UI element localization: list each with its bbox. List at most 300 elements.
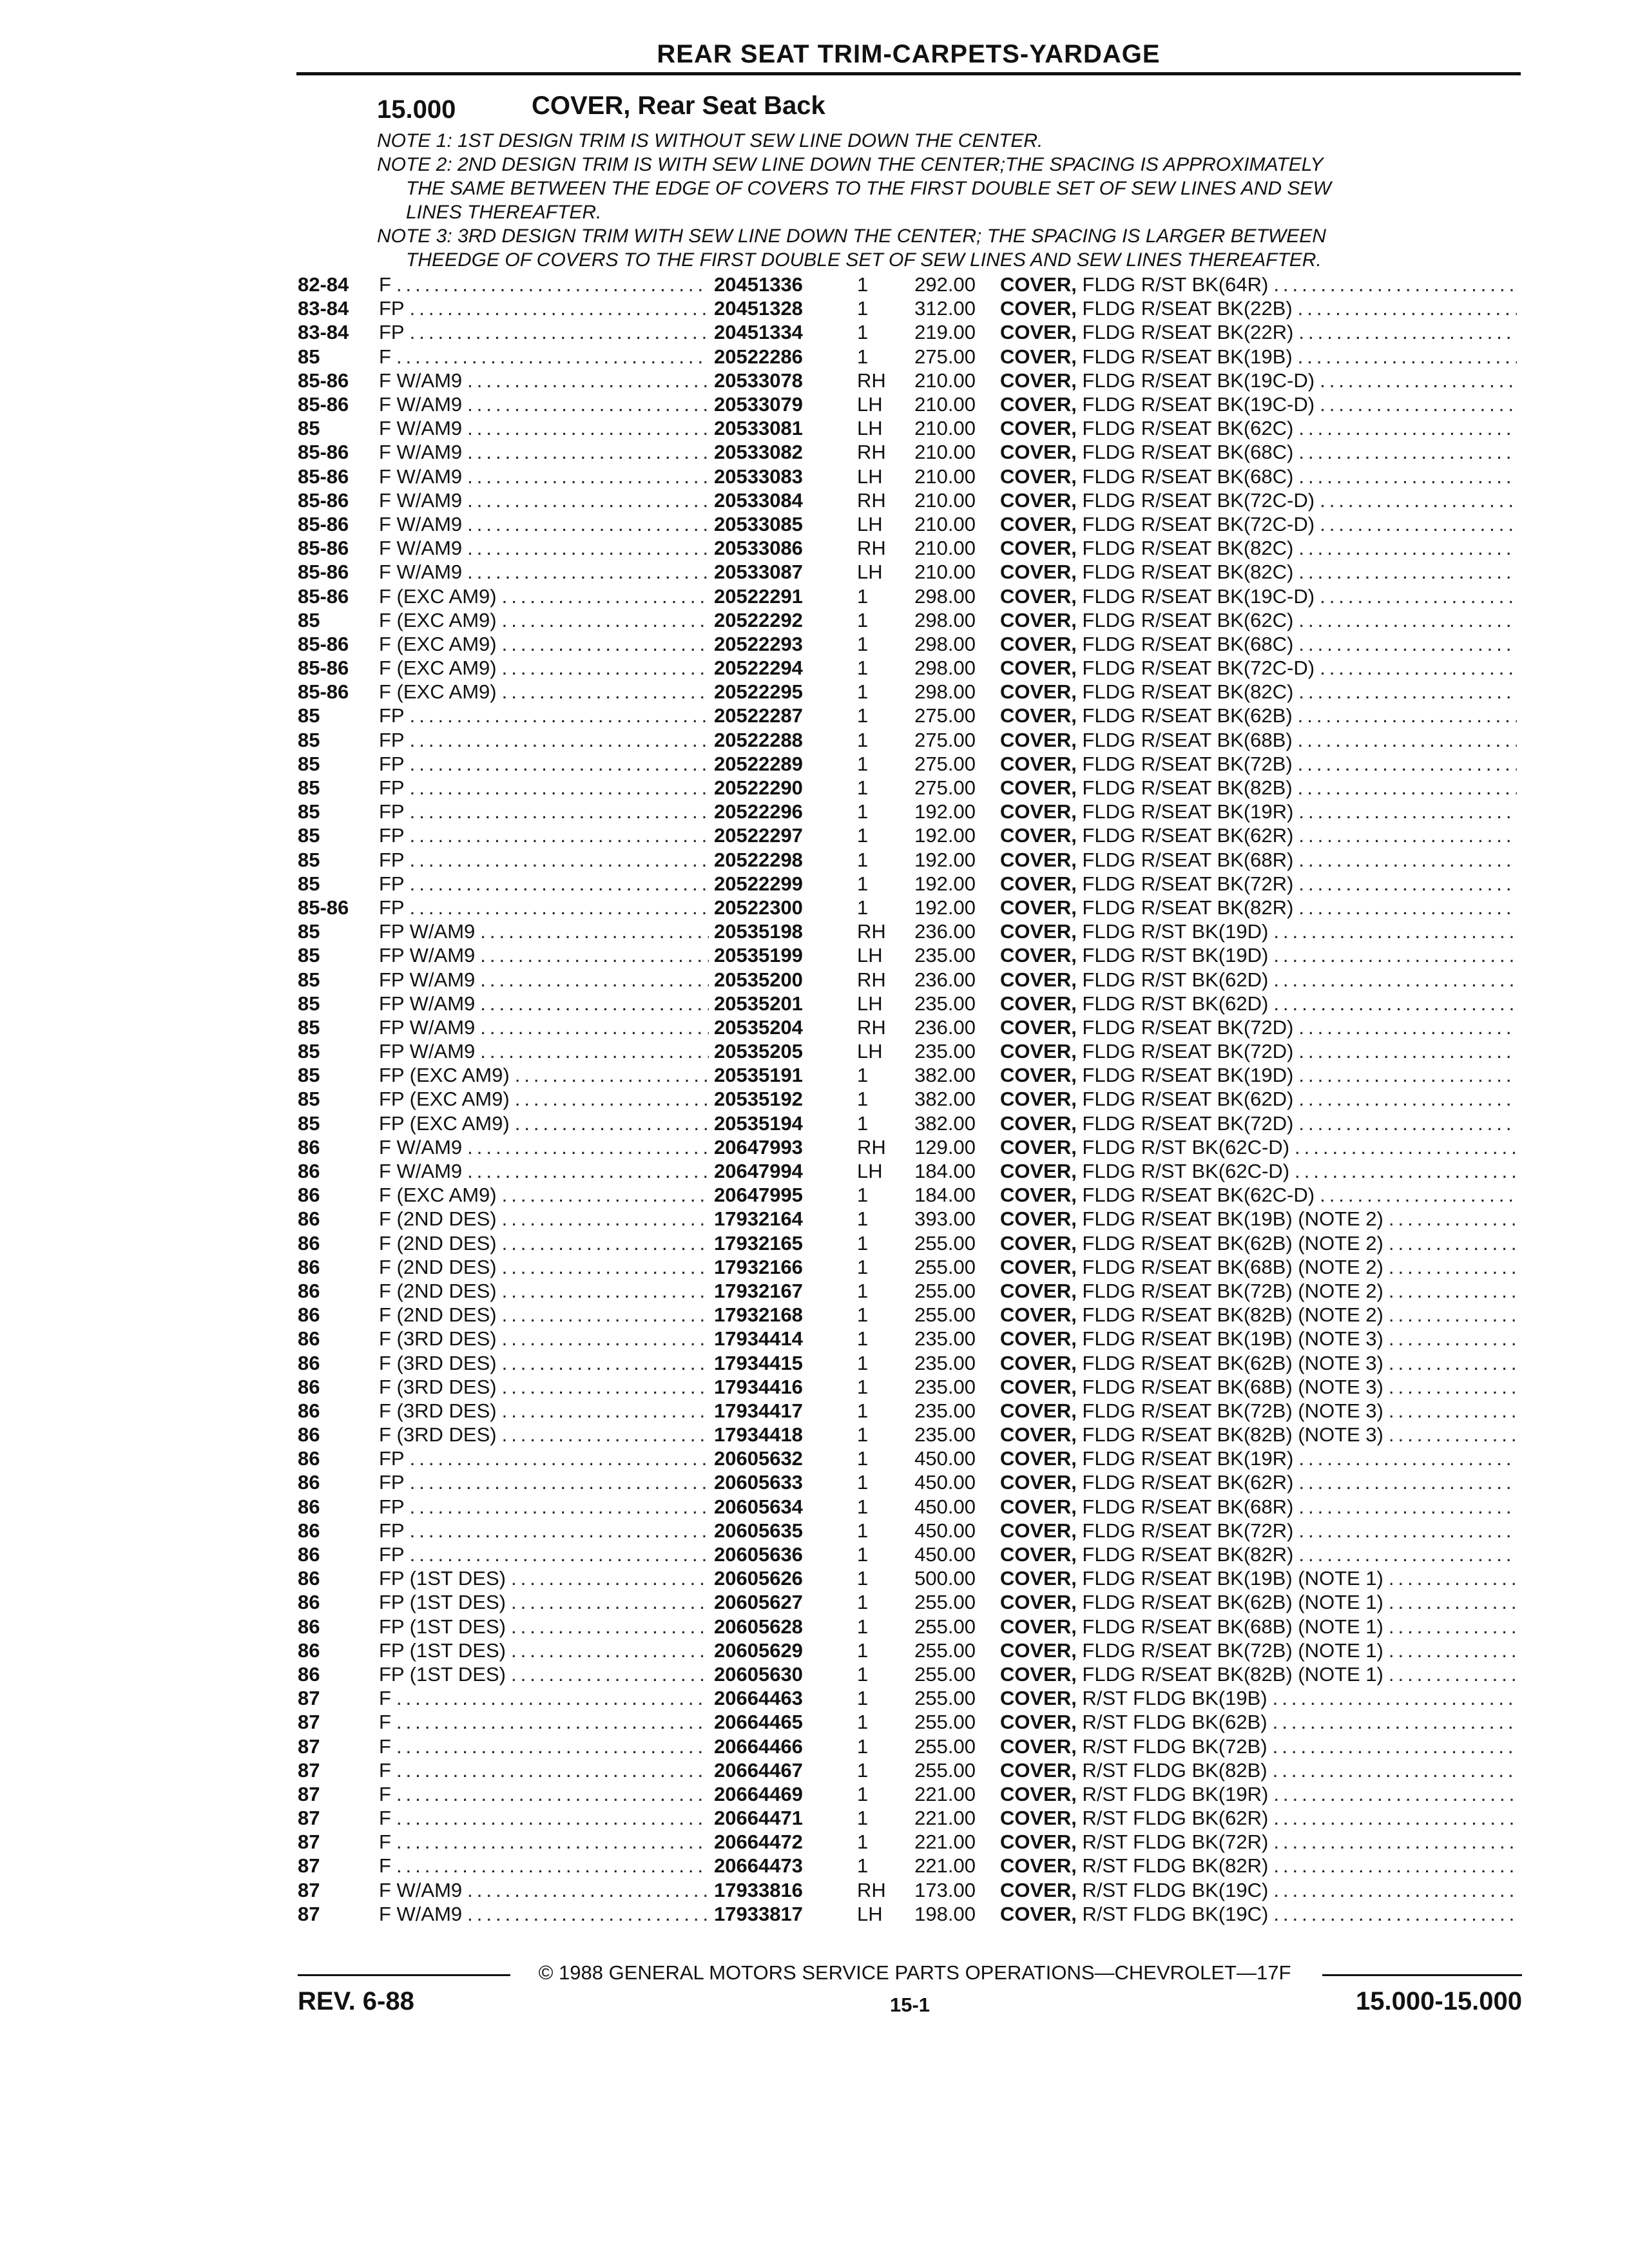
quantity-cell: 1 [857, 1807, 869, 1830]
section-range: 15.000-15.000 [1355, 1987, 1522, 2015]
part-number-cell: 20451328 [714, 297, 803, 320]
price-cell: 221.00 [914, 1854, 976, 1878]
description-keyword: COVER, [1000, 1375, 1077, 1398]
dot-leader [1298, 728, 1517, 752]
description-cell [1000, 1303, 1522, 1327]
model-year-cell: 85 [298, 944, 320, 967]
description-cell [1000, 512, 1522, 536]
price-cell: 221.00 [914, 1807, 976, 1830]
description-text: FLDG R/SEAT BK(68B) (NOTE 2) [1082, 1255, 1383, 1278]
quantity-cell: 1 [857, 657, 869, 680]
price-cell: 235.00 [914, 992, 976, 1015]
dot-leader [480, 1015, 709, 1039]
model-year-cell: 85 [298, 992, 320, 1015]
dot-leader [1389, 1327, 1517, 1350]
model-year-cell: 85 [298, 872, 320, 895]
model-cell [379, 1902, 714, 1926]
description-cell [1000, 728, 1522, 752]
model-label: F (2ND DES) [379, 1279, 497, 1302]
description-text: FLDG R/SEAT BK(72C-D) [1082, 512, 1315, 535]
description-cell [1000, 1830, 1522, 1854]
dot-leader [1298, 1015, 1517, 1039]
description-keyword: COVER, [1000, 1064, 1077, 1087]
price-cell: 221.00 [914, 1831, 976, 1854]
model-year-cell: 86 [298, 1543, 320, 1566]
model-cell [379, 1590, 714, 1614]
model-cell [379, 656, 714, 680]
description-keyword: COVER, [1000, 321, 1077, 344]
model-label: FP (EXC AM9) [379, 1111, 510, 1135]
price-cell: 192.00 [914, 896, 976, 919]
model-label: FP (1ST DES) [379, 1615, 506, 1638]
model-cell [379, 536, 714, 560]
model-label: FP (1ST DES) [379, 1591, 506, 1614]
quantity-cell: 1 [857, 345, 869, 368]
table-row [298, 680, 1522, 704]
description-keyword: COVER, [1000, 297, 1077, 320]
dot-leader [1273, 1686, 1517, 1710]
table-row [298, 1207, 1522, 1231]
part-number-cell: 20605629 [714, 1639, 803, 1662]
quantity-cell: 1 [857, 1375, 869, 1398]
part-number-cell: 20535199 [714, 944, 803, 967]
model-label: F (2ND DES) [379, 1231, 497, 1254]
description-cell [1000, 1350, 1522, 1374]
quantity-cell: 1 [857, 1687, 869, 1710]
quantity-cell: LH [857, 1160, 883, 1183]
price-cell: 210.00 [914, 512, 976, 535]
model-label: F (2ND DES) [379, 1207, 497, 1231]
description-cell [1000, 1063, 1522, 1087]
model-cell [379, 1686, 714, 1710]
model-label: FP [379, 824, 405, 847]
description-cell [1000, 1111, 1522, 1135]
model-cell [379, 1519, 714, 1542]
table-row [298, 488, 1522, 512]
model-year-cell: 85 [298, 920, 320, 943]
price-cell: 255.00 [914, 1711, 976, 1734]
model-year-cell: 85-86 [298, 512, 349, 535]
description-cell [1000, 943, 1522, 967]
description-cell [1000, 992, 1522, 1015]
price-cell: 192.00 [914, 800, 976, 823]
page-footer [298, 1959, 1522, 2049]
description-text: FLDG R/SEAT BK(82R) [1082, 896, 1294, 919]
description-cell [1000, 632, 1522, 656]
quantity-cell: 1 [857, 776, 869, 800]
model-year-cell: 86 [298, 1351, 320, 1374]
quantity-cell: 1 [857, 1447, 869, 1470]
description-text: FLDG R/SEAT BK(72B) [1082, 752, 1293, 775]
description-cell [1000, 1566, 1522, 1590]
dot-leader [1273, 968, 1517, 992]
price-cell: 184.00 [914, 1184, 976, 1207]
dot-leader [1273, 1758, 1517, 1782]
parts-table [298, 273, 1522, 1926]
quantity-cell: RH [857, 1015, 886, 1039]
model-label: F [379, 1758, 391, 1782]
quantity-cell: LH [857, 1040, 883, 1063]
description-keyword: COVER, [1000, 632, 1077, 655]
price-cell: 298.00 [914, 584, 976, 608]
description-text: FLDG R/ST BK(62D) [1082, 968, 1269, 991]
quantity-cell: 1 [857, 1279, 869, 1302]
price-cell: 192.00 [914, 872, 976, 895]
model-year-cell: 85-86 [298, 896, 349, 919]
model-cell [379, 1063, 714, 1087]
model-label: FP W/AM9 [379, 1015, 476, 1039]
description-text: FLDG R/SEAT BK(62C) [1082, 417, 1294, 440]
quantity-cell: RH [857, 1135, 886, 1158]
quantity-cell: 1 [857, 1184, 869, 1207]
dot-leader [410, 776, 709, 800]
description-text: FLDG R/SEAT BK(68C) [1082, 441, 1294, 464]
dot-leader [410, 704, 709, 727]
description-keyword: COVER, [1000, 1207, 1077, 1231]
description-keyword: COVER, [1000, 1519, 1077, 1542]
table-row [298, 1734, 1522, 1758]
model-year-cell: 86 [298, 1399, 320, 1422]
model-label: FP [379, 752, 405, 775]
quantity-cell: 1 [857, 704, 869, 727]
part-number-cell: 20664471 [714, 1807, 803, 1830]
description-text: FLDG R/SEAT BK(19D) [1082, 1064, 1294, 1087]
dot-leader [502, 1423, 709, 1446]
description-keyword: COVER, [1000, 393, 1077, 416]
part-number-cell: 20535192 [714, 1088, 803, 1111]
description-keyword: COVER, [1000, 369, 1077, 392]
description-cell [1000, 1854, 1522, 1878]
description-cell [1000, 1135, 1522, 1159]
description-keyword: COVER, [1000, 1878, 1077, 1901]
dot-leader [1298, 1039, 1517, 1063]
description-text: R/ST FLDG BK(19C) [1082, 1878, 1269, 1901]
price-cell: 129.00 [914, 1135, 976, 1158]
model-year-cell: 87 [298, 1902, 320, 1925]
model-cell [379, 1207, 714, 1231]
model-label: FP [379, 1471, 405, 1494]
model-year-cell: 83-84 [298, 321, 349, 344]
note-text: NOTE 3: 3RD DESIGN TRIM WITH SEW LINE DOWN THE CENTER; THE SPACING IS LARGER BETWEEN [377, 226, 1326, 247]
price-cell: 500.00 [914, 1567, 976, 1590]
model-label: F W/AM9 [379, 488, 463, 512]
model-year-cell: 85-86 [298, 465, 349, 488]
part-number-cell: 20605633 [714, 1471, 803, 1494]
part-number-cell: 20533087 [714, 561, 803, 584]
model-year-cell: 85-86 [298, 393, 349, 416]
description-keyword: COVER, [1000, 584, 1077, 608]
model-cell [379, 1495, 714, 1519]
quantity-cell: 1 [857, 728, 869, 751]
part-number-cell: 20664473 [714, 1854, 803, 1878]
price-cell: 450.00 [914, 1543, 976, 1566]
model-cell [379, 1303, 714, 1327]
quantity-cell: 1 [857, 297, 869, 320]
quantity-cell: 1 [857, 1639, 869, 1662]
description-text: FLDG R/SEAT BK(68B) [1082, 728, 1293, 751]
description-keyword: COVER, [1000, 1543, 1077, 1566]
part-number-cell: 20535200 [714, 968, 803, 991]
description-keyword: COVER, [1000, 896, 1077, 919]
model-label: F [379, 1687, 391, 1710]
description-keyword: COVER, [1000, 1902, 1077, 1925]
model-label: FP W/AM9 [379, 992, 476, 1015]
table-row [298, 1423, 1522, 1446]
part-number-cell: 17932164 [714, 1207, 803, 1231]
description-cell [1000, 1446, 1522, 1470]
part-number-cell: 20647995 [714, 1184, 803, 1207]
dot-leader [410, 800, 709, 823]
model-label: F (3RD DES) [379, 1351, 497, 1374]
model-year-cell: 85-86 [298, 561, 349, 584]
table-row [298, 584, 1522, 608]
dot-leader [1273, 1782, 1517, 1806]
dot-leader [1273, 1854, 1517, 1878]
model-year-cell: 85 [298, 1015, 320, 1039]
dot-leader [1273, 1902, 1517, 1926]
table-row [298, 872, 1522, 896]
quantity-cell: 1 [857, 824, 869, 847]
price-cell: 393.00 [914, 1207, 976, 1231]
model-label: F W/AM9 [379, 512, 463, 535]
part-number-cell: 20533079 [714, 393, 803, 416]
quantity-cell: 1 [857, 1303, 869, 1327]
model-label: F [379, 1807, 391, 1830]
description-keyword: COVER, [1000, 824, 1077, 847]
model-cell [379, 1830, 714, 1854]
description-text: FLDG R/SEAT BK(19B) (NOTE 1) [1082, 1567, 1383, 1590]
part-number-cell: 17934416 [714, 1375, 803, 1398]
price-cell: 450.00 [914, 1471, 976, 1494]
model-cell [379, 608, 714, 632]
footer-rule-right [1322, 1974, 1522, 1976]
description-cell [1000, 392, 1522, 416]
model-cell [379, 1399, 714, 1423]
model-label: F [379, 1782, 391, 1805]
quantity-cell: 1 [857, 1543, 869, 1566]
model-year-cell: 87 [298, 1758, 320, 1782]
model-year-cell: 85 [298, 1064, 320, 1087]
model-cell [379, 704, 714, 727]
dot-leader [1389, 1639, 1517, 1662]
table-row [298, 1231, 1522, 1255]
model-year-cell: 85 [298, 1111, 320, 1135]
dot-leader [1389, 1399, 1517, 1423]
table-row [298, 1519, 1522, 1542]
price-cell: 298.00 [914, 657, 976, 680]
model-label: F W/AM9 [379, 465, 463, 488]
quantity-cell: 1 [857, 1111, 869, 1135]
part-number-cell: 20605628 [714, 1615, 803, 1638]
table-row [298, 296, 1522, 320]
part-number-cell: 20535194 [714, 1111, 803, 1135]
dot-leader [511, 1566, 709, 1590]
model-year-cell: 85-86 [298, 369, 349, 392]
dot-leader [396, 1686, 709, 1710]
table-row [298, 1446, 1522, 1470]
price-cell: 255.00 [914, 1231, 976, 1254]
description-text: R/ST FLDG BK(72B) [1082, 1735, 1268, 1758]
part-number-cell: 20535204 [714, 1015, 803, 1039]
page-title: REAR SEAT TRIM-CARPETS-YARDAGE [657, 40, 1161, 68]
description-cell [1000, 1183, 1522, 1207]
model-cell [379, 919, 714, 943]
part-number-cell: 20605632 [714, 1447, 803, 1470]
dot-leader [1298, 800, 1517, 823]
description-text: R/ST FLDG BK(19C) [1082, 1902, 1269, 1925]
dot-leader [1389, 1566, 1517, 1590]
model-label: F W/AM9 [379, 1878, 463, 1901]
description-cell [1000, 896, 1522, 919]
table-row [298, 273, 1522, 296]
price-cell: 382.00 [914, 1111, 976, 1135]
dot-leader [1320, 369, 1517, 392]
description-text: R/ST FLDG BK(72R) [1082, 1831, 1269, 1854]
model-cell [379, 1111, 714, 1135]
dot-leader [467, 1878, 709, 1902]
dot-leader [1298, 536, 1517, 560]
dot-leader [1389, 1423, 1517, 1446]
part-number-cell: 20605634 [714, 1495, 803, 1518]
dot-leader [480, 992, 709, 1015]
quantity-cell: 1 [857, 1854, 869, 1878]
note-continuation: THEEDGE OF COVERS TO THE FIRST DOUBLE SET OF SEW LINES AND SEW LINES THEREAFTER. [406, 249, 1322, 271]
quantity-cell: 1 [857, 872, 869, 895]
note-text: NOTE 2: 2ND DESIGN TRIM IS WITH SEW LINE DOWN THE CENTER;THE SPACING IS APPROXIMATELY [377, 154, 1324, 175]
dot-leader [1298, 416, 1517, 440]
description-text: FLDG R/SEAT BK(22R) [1082, 321, 1294, 344]
model-cell [379, 1758, 714, 1782]
description-cell [1000, 848, 1522, 872]
model-year-cell: 85 [298, 752, 320, 775]
model-year-cell: 86 [298, 1255, 320, 1278]
dot-leader [502, 1375, 709, 1399]
quantity-cell: RH [857, 1878, 886, 1901]
dot-leader [502, 1279, 709, 1303]
description-cell [1000, 1255, 1522, 1279]
description-text: FLDG R/SEAT BK(68R) [1082, 1495, 1294, 1518]
description-keyword: COVER, [1000, 1303, 1077, 1327]
description-text: FLDG R/SEAT BK(82B) (NOTE 3) [1082, 1423, 1383, 1446]
description-text: FLDG R/SEAT BK(72B) (NOTE 1) [1082, 1639, 1383, 1662]
part-number-cell: 20522293 [714, 632, 803, 655]
description-text: FLDG R/SEAT BK(72B) (NOTE 2) [1082, 1279, 1383, 1302]
note [377, 224, 1524, 272]
description-cell [1000, 1686, 1522, 1710]
dot-leader [467, 560, 709, 584]
table-row [298, 1806, 1522, 1830]
description-cell [1000, 1734, 1522, 1758]
model-cell [379, 273, 714, 296]
model-year-cell: 86 [298, 1662, 320, 1686]
price-cell: 255.00 [914, 1687, 976, 1710]
model-year-cell: 85-86 [298, 657, 349, 680]
table-row [298, 440, 1522, 464]
description-keyword: COVER, [1000, 800, 1077, 823]
description-keyword: COVER, [1000, 1782, 1077, 1805]
quantity-cell: 1 [857, 1495, 869, 1518]
description-cell [1000, 1639, 1522, 1662]
dot-leader [396, 1854, 709, 1878]
model-cell [379, 392, 714, 416]
description-cell [1000, 1279, 1522, 1303]
model-label: F (3RD DES) [379, 1327, 497, 1350]
copyright-notice: © 1988 GENERAL MOTORS SERVICE PARTS OPERATIONS—CHEVROLET—17F [538, 1961, 1291, 1984]
description-cell [1000, 273, 1522, 296]
model-year-cell: 87 [298, 1831, 320, 1854]
model-cell [379, 1782, 714, 1806]
quantity-cell: 1 [857, 1471, 869, 1494]
model-year-cell: 86 [298, 1615, 320, 1638]
description-text: FLDG R/SEAT BK(19C-D) [1082, 393, 1315, 416]
description-text: FLDG R/SEAT BK(19R) [1082, 1447, 1294, 1470]
table-row [298, 1590, 1522, 1614]
quantity-cell: 1 [857, 273, 869, 296]
description-keyword: COVER, [1000, 345, 1077, 368]
dot-leader [467, 1902, 709, 1926]
description-text: R/ST FLDG BK(82B) [1082, 1758, 1268, 1782]
table-row [298, 1758, 1522, 1782]
part-number-cell: 20605627 [714, 1591, 803, 1614]
dot-leader [1298, 560, 1517, 584]
model-cell [379, 296, 714, 320]
quantity-cell: LH [857, 417, 883, 440]
quantity-cell: 1 [857, 752, 869, 775]
dot-leader [410, 1495, 709, 1519]
description-text: FLDG R/SEAT BK(68R) [1082, 848, 1294, 871]
description-cell [1000, 919, 1522, 943]
dot-leader [1389, 1303, 1517, 1327]
description-keyword: COVER, [1000, 1807, 1077, 1830]
model-cell [379, 632, 714, 656]
part-number-cell: 20522300 [714, 896, 803, 919]
model-cell [379, 776, 714, 800]
model-label: F W/AM9 [379, 393, 463, 416]
model-cell [379, 728, 714, 752]
model-label: FP W/AM9 [379, 968, 476, 991]
model-label: F (EXC AM9) [379, 608, 497, 631]
model-cell [379, 1854, 714, 1878]
table-row [298, 1087, 1522, 1111]
table-row [298, 1854, 1522, 1878]
model-label: FP (1ST DES) [379, 1639, 506, 1662]
model-cell [379, 1806, 714, 1830]
dot-leader [1389, 1375, 1517, 1399]
part-number-cell: 20535205 [714, 1040, 803, 1063]
description-cell [1000, 1470, 1522, 1494]
quantity-cell: LH [857, 393, 883, 416]
dot-leader [467, 369, 709, 392]
description-text: FLDG R/SEAT BK(82C) [1082, 680, 1294, 704]
dot-leader [1298, 1470, 1517, 1494]
dot-leader [396, 1735, 709, 1758]
price-cell: 210.00 [914, 465, 976, 488]
quantity-cell: 1 [857, 1615, 869, 1638]
part-number-cell: 20535198 [714, 920, 803, 943]
dot-leader [1273, 1806, 1517, 1830]
price-cell: 382.00 [914, 1064, 976, 1087]
description-cell [1000, 320, 1522, 344]
table-row [298, 536, 1522, 560]
description-text: FLDG R/SEAT BK(19B) (NOTE 2) [1082, 1207, 1383, 1231]
description-text: FLDG R/SEAT BK(72D) [1082, 1111, 1294, 1135]
description-keyword: COVER, [1000, 968, 1077, 991]
table-row [298, 1782, 1522, 1806]
price-cell: 235.00 [914, 944, 976, 967]
part-number-cell: 20522296 [714, 800, 803, 823]
table-row [298, 1399, 1522, 1423]
dot-leader [1298, 896, 1517, 919]
